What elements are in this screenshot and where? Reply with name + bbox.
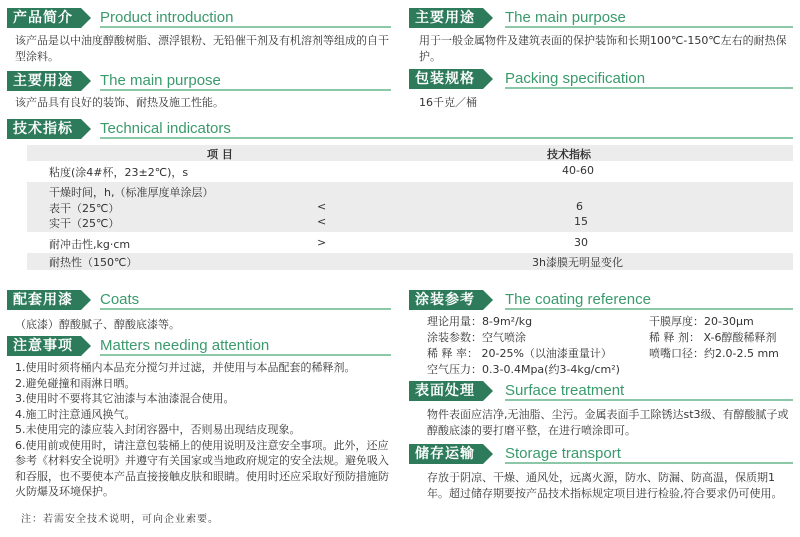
- list-item: 6.使用前或使用时，请注意包装桶上的使用说明及注意安全事项。此外，还应参考《材料安全说明》并遵守有关国家或当地政府规定的安全法规。避免吸入和吞服，也不要使本产品直接接触皮肤和眼睛。使用时还应采取好预防措施防火防爆及环境保护。: [15, 438, 389, 498]
- row-value: 15: [574, 215, 588, 228]
- surface-text: 物件表面应洁净,无油脂、尘污。金属表面手工除锈达st3级、有醇酸腻子或醇酸底漆的要打磨平整，在进行喷涂即可。: [427, 408, 789, 437]
- row-value: 30: [574, 236, 588, 249]
- surface-title-en: Surface treatment: [505, 382, 625, 399]
- coating-item: 喷嘴口径：约2.0-2.5 mm: [649, 347, 779, 360]
- purpose-left-title-en: The main purpose: [100, 72, 221, 89]
- coats-title-en: Coats: [100, 291, 140, 308]
- row-symbol: >: [317, 236, 327, 249]
- intro-text: 该产品是以中油度醇酸树脂、漂浮银粉、无铅催干剂及有机溶剂等组成的自干型涂料。: [15, 34, 389, 63]
- packing-text: 16千克／桶: [419, 96, 477, 109]
- coats-text: （底漆）醇酸腻子、醇酸底漆等。: [15, 318, 180, 331]
- list-item: 4.施工时注意通风换气。: [15, 407, 136, 421]
- purpose-right-section: [409, 8, 793, 65]
- col-value-header: 技术指标: [547, 148, 591, 161]
- coats-title-cn: 配套用漆: [7, 290, 81, 310]
- coating-item: 涂装参数：空气喷涂: [427, 331, 526, 344]
- row-value: 3h漆膜无明显变化: [532, 256, 623, 269]
- packing-title-en: Packing specification: [505, 70, 646, 87]
- list-item: 5.未使用完的漆应装入封闭容器中，否则易出现结皮现象。: [15, 423, 301, 436]
- tech-section: [7, 119, 793, 139]
- packing-section: [409, 69, 793, 111]
- list-item: 3.使用时不要将其它油漆与本油漆混合使用。: [15, 392, 235, 405]
- tech-title-cn: 技术指标: [7, 119, 81, 139]
- purpose-right-title-cn: 主要用途: [409, 8, 483, 28]
- storage-text: 存放于阴凉、干燥、通风处，远离火源，防水、防漏、防高温，保质期1年。超过储存期要按产品技术指标规定项目进行检验,符合要求仍可使用。: [427, 471, 783, 500]
- row-value: 40-60: [562, 164, 594, 177]
- coating-item: 空气压力：0.3-0.4Mpa(约3-4kg/cm²): [427, 363, 620, 376]
- table-row: [27, 253, 793, 270]
- intro-title-cn: 产品简介: [7, 8, 81, 28]
- coating-item: 稀 释 率： 20-25%（以油漆重量计）: [427, 347, 612, 360]
- storage-divider: [505, 462, 793, 464]
- coating-item: 干膜厚度：20-30μm: [649, 315, 754, 328]
- purpose-right-title-en: The main purpose: [505, 9, 626, 26]
- intro-divider: [100, 26, 391, 28]
- surface-title-cn: 表面处理: [409, 381, 483, 401]
- surface-section: [409, 381, 793, 439]
- list-item: 2.避免碰撞和雨淋日晒。: [15, 376, 136, 390]
- attention-section: [7, 336, 391, 525]
- coating-divider: [505, 308, 793, 310]
- tech-table-header: [27, 145, 793, 161]
- storage-title-cn: 储存运输: [409, 444, 483, 464]
- coating-item: 稀 释 剂： X-6醇酸稀释剂: [649, 331, 777, 344]
- table-row: [27, 162, 793, 180]
- purpose-left-section: [7, 71, 391, 111]
- coats-section: [7, 290, 391, 333]
- row-item: 实干（25℃）: [49, 217, 120, 230]
- packing-title-cn: 包装规格: [409, 69, 483, 89]
- col-item-header: 项 目: [207, 148, 233, 161]
- coating-section: [409, 290, 793, 378]
- row-value: 6: [576, 200, 583, 213]
- table-row: [27, 182, 793, 232]
- intro-title-en: Product introduction: [100, 9, 234, 26]
- surface-divider: [505, 399, 793, 401]
- coating-title-en: The coating reference: [505, 291, 651, 308]
- purpose-left-divider: [100, 89, 391, 91]
- tech-divider: [100, 137, 793, 139]
- coating-item: 理论用量：8-9m²/kg: [427, 315, 533, 328]
- row-symbol: <: [317, 215, 327, 228]
- intro-section: [7, 8, 391, 65]
- attention-list: [7, 360, 391, 500]
- row-item: 粘度(涂4#杯，23±2℃)，s: [49, 166, 189, 179]
- storage-title-en: Storage transport: [505, 445, 621, 462]
- row-symbol: <: [317, 200, 327, 213]
- purpose-right-divider: [505, 26, 793, 28]
- coating-list: [409, 314, 793, 378]
- row-item: 耐热性（150℃）: [49, 256, 138, 269]
- row-item: 表干（25℃）: [49, 202, 120, 215]
- intro-header: [7, 8, 391, 28]
- storage-section: [409, 444, 793, 502]
- attention-title-en: Matters needing attention: [100, 337, 270, 354]
- purpose-left-title-cn: 主要用途: [7, 71, 81, 91]
- purpose-left-text: 该产品具有良好的装饰、耐热及施工性能。: [15, 96, 224, 109]
- attention-title-cn: 注意事项: [7, 336, 81, 356]
- table-row: [27, 234, 793, 252]
- row-item: 干燥时间，h,（标准厚度单涂层）: [49, 186, 214, 199]
- coats-divider: [100, 308, 391, 310]
- coating-title-cn: 涂装参考: [409, 290, 483, 310]
- attention-note: 注：若需安全技术说明，可向企业索要。: [21, 513, 219, 525]
- row-item: 耐冲击性,kg·cm: [49, 238, 131, 251]
- list-item: 1.使用时须将桶内本品充分搅匀并过滤，并使用与本品配套的稀释剂。: [15, 361, 356, 374]
- attention-divider: [100, 354, 391, 356]
- purpose-right-text: 用于一般金属物件及建筑表面的保护装饰和长期100℃-150℃左右的耐热保护。: [419, 34, 787, 63]
- tech-title-en: Technical indicators: [100, 120, 231, 137]
- packing-divider: [505, 87, 793, 89]
